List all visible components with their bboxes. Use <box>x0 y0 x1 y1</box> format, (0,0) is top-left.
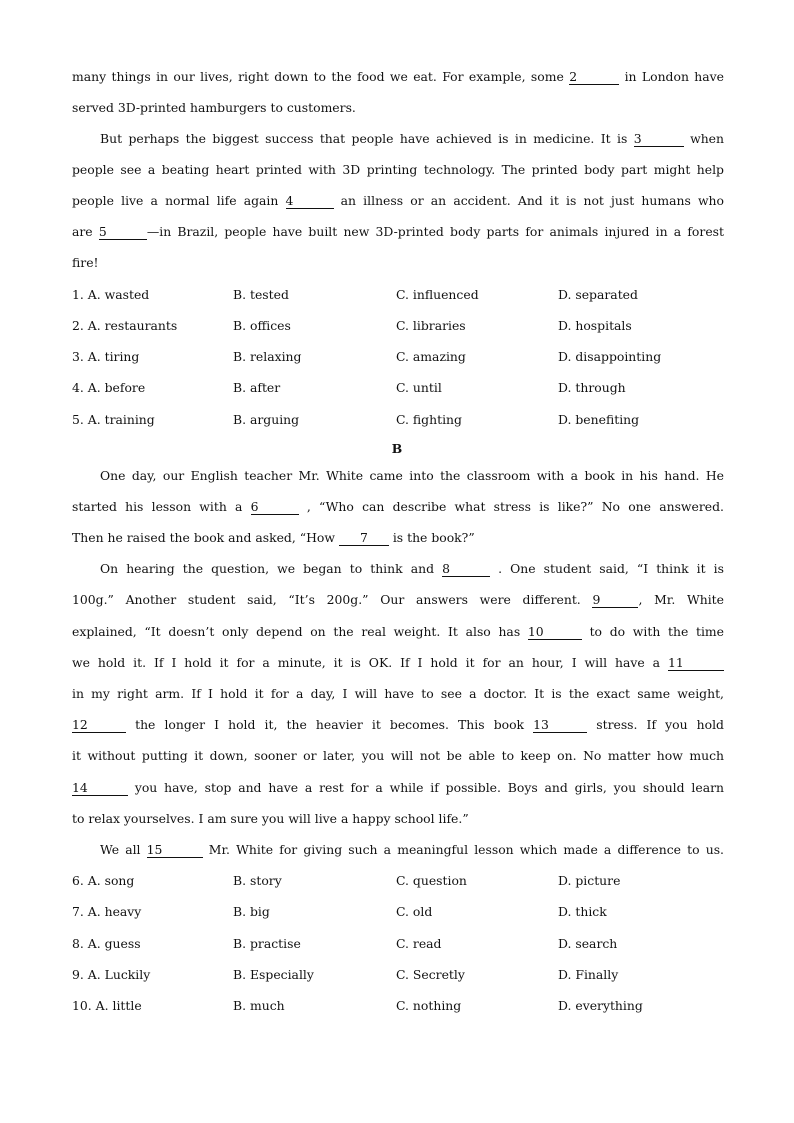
blank-9[interactable]: 9 <box>592 592 638 608</box>
blank-8[interactable]: 8 <box>442 561 490 577</box>
question-9-option-c[interactable]: C. Secretly <box>396 967 465 982</box>
passage-a-line-4: people see a beating heart printed with 3D printing technology. The printed body part might help <box>72 162 724 177</box>
question-2-option-a[interactable]: 2. A. restaurants <box>72 318 178 333</box>
question-6-option-a[interactable]: 6. A. song <box>72 873 135 888</box>
passage-b-line-6: explained, “It doesn’t only depend on the real weight. It also has 10 to do with the time <box>72 624 724 639</box>
question-1-option-b[interactable]: B. tested <box>233 287 289 302</box>
passage-a-line-2: served 3D-printed hamburgers to customers. <box>72 100 356 115</box>
passage-b-line-4: On hearing the question, we began to think and 8 . One student said, “I think it is <box>100 561 724 576</box>
question-3-option-c[interactable]: C. amazing <box>396 349 466 364</box>
passage-a-line-1: many things in our lives, right down to the food we eat. For example, some 2 in London have <box>72 69 725 84</box>
question-9 <box>72 966 732 984</box>
question-3-option-a[interactable]: 3. A. tiring <box>72 349 140 364</box>
question-6-option-c[interactable]: C. question <box>396 873 467 888</box>
question-1 <box>72 286 732 304</box>
question-8 <box>72 935 732 953</box>
question-5-option-b[interactable]: B. arguing <box>233 412 300 427</box>
blank-13[interactable]: 13 <box>533 717 587 733</box>
question-5 <box>72 411 732 429</box>
passage-b-line-3: Then he raised the book and asked, “How 7 is the book?” <box>72 530 475 545</box>
passage-a-line-7: fire! <box>72 255 99 270</box>
question-9-option-d[interactable]: D. Finally <box>558 967 619 982</box>
blank-15[interactable]: 15 <box>147 842 203 858</box>
question-7 <box>72 903 732 921</box>
question-4 <box>72 379 732 397</box>
question-4-option-b[interactable]: B. after <box>233 380 281 395</box>
question-2-option-d[interactable]: D. hospitals <box>558 318 632 333</box>
question-5-option-c[interactable]: C. fighting <box>396 412 462 427</box>
blank-10[interactable]: 10 <box>528 624 582 640</box>
question-10-option-b[interactable]: B. much <box>233 998 285 1013</box>
blank-6[interactable]: 6 <box>251 499 299 515</box>
question-3-option-b[interactable]: B. relaxing <box>233 349 302 364</box>
question-1-option-d[interactable]: D. separated <box>558 287 638 302</box>
passage-b-line-7: we hold it. If I hold it for a minute, it is OK. If I hold it for an hour, I will have a 11 <box>72 654 724 672</box>
passage-a-line-3: But perhaps the biggest success that people have achieved is in medicine. It is 3 when <box>100 131 724 146</box>
question-7-option-d[interactable]: D. thick <box>558 904 607 919</box>
blank-12[interactable]: 12 <box>72 717 126 733</box>
question-10-option-c[interactable]: C. nothing <box>396 998 462 1013</box>
question-6 <box>72 872 732 890</box>
question-4-option-d[interactable]: D. through <box>558 380 626 395</box>
blank-7[interactable]: 7 <box>339 530 389 546</box>
blank-2[interactable]: 2 <box>569 69 619 85</box>
question-1-option-a[interactable]: 1. A. wasted <box>72 287 150 302</box>
question-2-option-c[interactable]: C. libraries <box>396 318 466 333</box>
question-8-option-b[interactable]: B. practise <box>233 936 301 951</box>
question-10-option-d[interactable]: D. everything <box>558 998 643 1013</box>
question-10-option-a[interactable]: 10. A. little <box>72 998 142 1013</box>
question-8-option-d[interactable]: D. search <box>558 936 618 951</box>
question-4-option-a[interactable]: 4. A. before <box>72 380 146 395</box>
question-7-option-b[interactable]: B. big <box>233 904 270 919</box>
passage-b-line-12: to relax yourselves. I am sure you will live a happy school life.” <box>72 811 469 826</box>
question-10 <box>72 997 732 1015</box>
section-b-heading: B <box>391 441 403 456</box>
question-6-option-b[interactable]: B. story <box>233 873 282 888</box>
question-8-option-a[interactable]: 8. A. guess <box>72 936 141 951</box>
passage-b-line-1: One day, our English teacher Mr. White came into the classroom with a book in his hand. He <box>100 468 724 483</box>
blank-5[interactable]: 5 <box>99 224 147 240</box>
passage-b-line-9: 12 the longer I hold it, the heavier it becomes. This book 13 stress. If you hold <box>72 717 724 732</box>
question-5-option-d[interactable]: D. benefiting <box>558 412 640 427</box>
question-2-option-b[interactable]: B. offices <box>233 318 291 333</box>
passage-b-line-10: it without putting it down, sooner or later, you will not be able to keep on. No matter how much <box>72 748 724 763</box>
passage-b-line-13: We all 15 Mr. White for giving such a meaningful lesson which made a difference to us. <box>100 842 724 857</box>
blank-4[interactable]: 4 <box>286 193 334 209</box>
passage-b-line-2: started his lesson with a 6 , “Who can describe what stress is like?” No one answered. <box>72 499 724 514</box>
question-3-option-d[interactable]: D. disappointing <box>558 349 662 364</box>
question-5-option-a[interactable]: 5. A. training <box>72 412 155 427</box>
question-9-option-a[interactable]: 9. A. Luckily <box>72 967 151 982</box>
passage-b-line-5: 100g.” Another student said, “It’s 200g.” Our answers were different. 9 , Mr. White <box>72 592 724 607</box>
question-8-option-c[interactable]: C. read <box>396 936 442 951</box>
passage-b-line-11: 14 you have, stop and have a rest for a while if possible. Boys and girls, you should learn <box>72 780 724 795</box>
question-6-option-d[interactable]: D. picture <box>558 873 621 888</box>
blank-11[interactable]: 11 <box>668 655 724 671</box>
passage-a-line-6: are 5 —in Brazil, people have built new 3D-printed body parts for animals injured in a forest <box>72 224 724 239</box>
passage-a-line-5: people live a normal life again 4 an illness or an accident. And it is not just humans who <box>72 193 724 208</box>
question-7-option-c[interactable]: C. old <box>396 904 433 919</box>
question-4-option-c[interactable]: C. until <box>396 380 442 395</box>
blank-14[interactable]: 14 <box>72 780 128 796</box>
blank-3[interactable]: 3 <box>634 131 684 147</box>
question-3 <box>72 348 732 366</box>
question-1-option-c[interactable]: C. influenced <box>396 287 479 302</box>
passage-b-line-8: in my right arm. If I hold it for a day, I will have to see a doctor. It is the exact same weight, <box>72 686 724 701</box>
question-2 <box>72 317 732 335</box>
question-7-option-a[interactable]: 7. A. heavy <box>72 904 142 919</box>
question-9-option-b[interactable]: B. Especially <box>233 967 314 982</box>
